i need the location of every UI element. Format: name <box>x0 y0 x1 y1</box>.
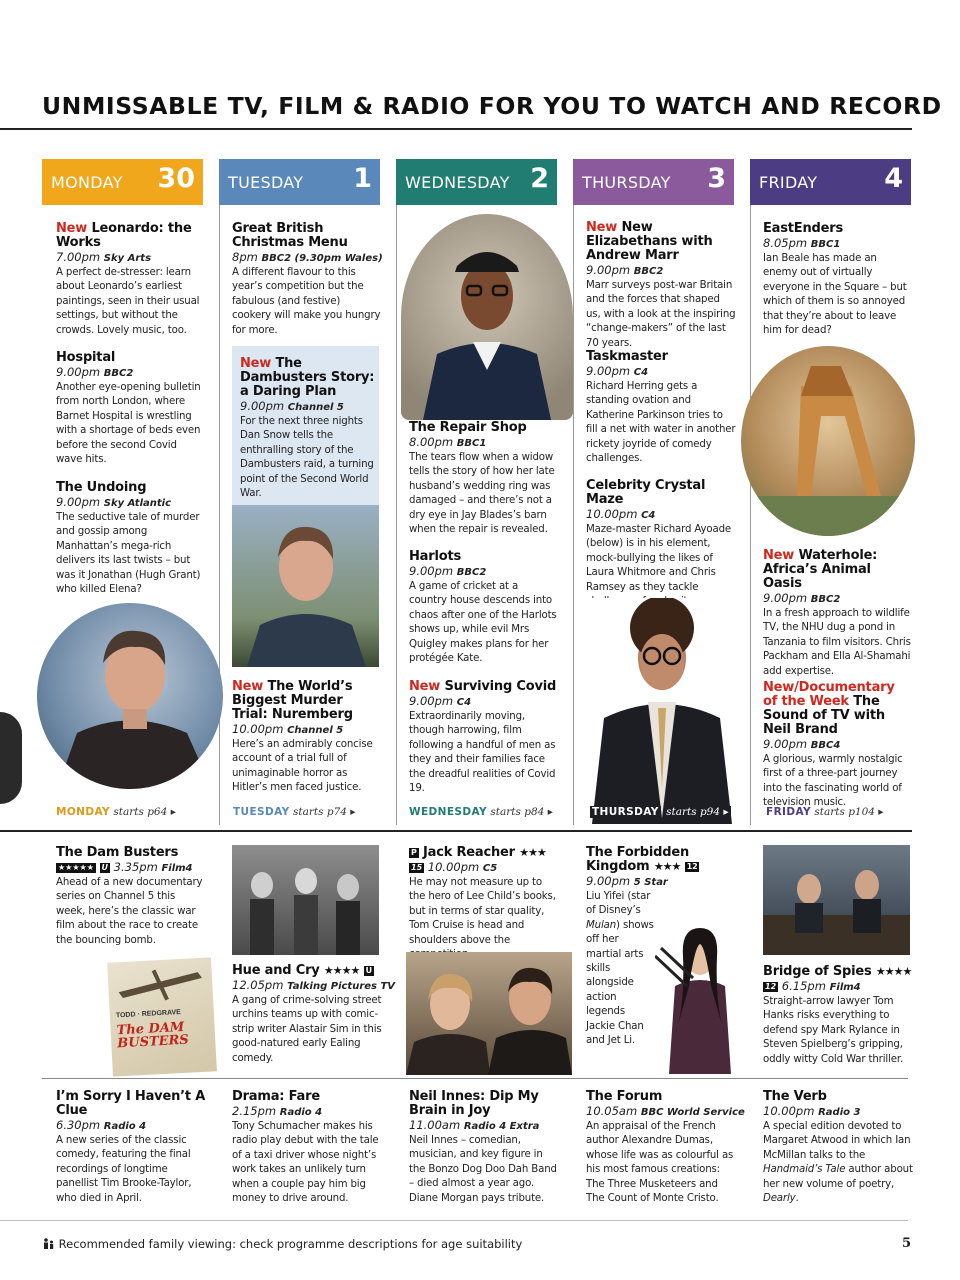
day-header-tuesday <box>219 159 380 205</box>
forbidden-kingdom-photo <box>655 916 745 1074</box>
column-divider <box>750 205 751 825</box>
listing-wednesday-surviving-covid <box>409 680 559 796</box>
listing-desc: For the next three nights Dan Snow tells the enthralling story of the Dambusters raid, a turning point of the Second World War. <box>240 416 374 500</box>
day-number: 3 <box>707 163 726 194</box>
listing-title: The Undoing <box>56 480 147 495</box>
day-header-monday <box>42 159 203 205</box>
listing-time: 10.00pm C4 <box>586 507 656 521</box>
listing-thursday-taskmaster <box>586 350 736 466</box>
radio-neil-innes <box>409 1090 559 1206</box>
tuesday-photo <box>232 505 379 667</box>
radio-time: 11.00am Radio 4 Extra <box>409 1118 540 1132</box>
listing-desc: Marr surveys post-war Britain and the forces that shaped us, with a look at the inspiring “change-makers” of the last 70 years. <box>586 280 736 349</box>
bridge-of-spies-photo <box>763 845 910 955</box>
radio-title: Drama: Fare <box>232 1089 320 1104</box>
friday-photo <box>741 346 915 536</box>
film-time: 9.00pm 5 Star <box>586 874 668 888</box>
listing-time: 8pm BBC2 (9.30pm Wales) <box>232 250 383 264</box>
film-desc: Ahead of a new documentary series on Channel 5 this week, here’s the classic war film about the race to create the bouncing bomb. <box>56 877 203 946</box>
film-title: P Jack Reacher ★★★ <box>411 845 546 860</box>
monday-starts-link[interactable]: MONDAY starts p64 ▸ <box>56 806 176 818</box>
listing-title: New New Elizabethans with Andrew Marr <box>586 220 713 263</box>
family-icon <box>43 1238 55 1249</box>
listing-wednesday-harlots <box>409 550 559 666</box>
listing-title: New Surviving Covid <box>409 679 557 694</box>
listing-title: New The Dambusters Story: a Daring Plan <box>240 356 375 399</box>
listing-tuesday-christmas-menu <box>232 222 382 338</box>
listing-wednesday-repair-shop <box>409 421 559 537</box>
listing-desc: A glorious, warmly nostalgic first of a three-part journey into the fascinating world of television music. <box>763 754 903 809</box>
listing-tuesday-nuremberg <box>232 680 382 796</box>
tuesday-starts-link[interactable]: TUESDAY starts p74 ▸ <box>233 806 356 818</box>
wednesday-starts-link[interactable]: WEDNESDAY starts p84 ▸ <box>409 806 553 818</box>
column-divider <box>573 205 574 825</box>
day-header-wednesday <box>396 159 557 205</box>
two-actors-illustration <box>406 952 572 1075</box>
listing-time: 8.00pm BBC1 <box>409 435 487 449</box>
radio-sorry-clue <box>56 1090 206 1206</box>
listing-time: 9.00pm BBC2 <box>409 564 487 578</box>
listing-title: New Waterhole: Africa’s Animal Oasis <box>763 548 878 591</box>
listing-title: Hospital <box>56 350 116 365</box>
film-bridge-of-spies <box>763 965 913 1067</box>
film-title: The Forbidden Kingdom ★★★ 12 <box>586 845 698 874</box>
listing-desc: A different flavour to this year’s competition but the fabulous (and festive) cookery will make you hungry for more. <box>232 267 381 336</box>
film-time: ★★★★★ U 3.35pm Film4 <box>58 860 193 874</box>
listing-time: 8.05pm BBC1 <box>763 236 841 250</box>
radio-desc: A new series of the classic comedy, featuring the final recordings of longtime panellist Tim Brooke-Taylor, who died in April. <box>56 1135 192 1204</box>
day-name: FRIDAY <box>759 173 818 192</box>
listing-time: 7.00pm Sky Arts <box>56 250 152 264</box>
day-number: 2 <box>530 163 549 194</box>
listing-desc: A game of cricket at a country house descends into chaos after one of the Harlots shows up, while evil Mrs Quigley makes plans for her protégée Kate. <box>409 581 557 665</box>
listing-desc: Extraordinarily moving, though harrowing, film following a handful of men as they and their families face the dreadful realities of Covid 19. <box>409 711 556 795</box>
listing-title: The Repair Shop <box>409 420 527 435</box>
courtroom-illustration <box>763 845 910 955</box>
radio-the-forum <box>586 1089 745 1206</box>
listing-friday-eastenders <box>763 222 913 338</box>
listing-title: Celebrity Crystal Maze <box>586 478 706 507</box>
cert-badge: 12 <box>686 862 698 871</box>
radio-desc: An appraisal of the French author Alexandre Dumas, whose life was as colourful as his most famous creations: The Three Musketeers and The Count of Monte Cristo. <box>586 1121 734 1205</box>
cert-badge: 12 <box>765 982 777 991</box>
listing-desc: In a fresh approach to wildlife TV, the NHU dug a pond in Tanzania to film visitors. Chris Packham and Ella Al-Shamahi add expertise. <box>763 608 911 677</box>
radio-desc: Neil Innes – comedian, musician, and key figure in the Bonzo Dog Doo Dah Band – died almost a year ago. Diane Morgan pays tribute. <box>409 1135 557 1204</box>
film-jack-reacher <box>409 846 559 962</box>
listing-desc: Richard Herring gets a standing ovation and Katherine Parkinson tries to fill a net with water in another rickety joyride of comedy challenges. <box>586 381 736 465</box>
listing-friday-sound-of-tv <box>763 681 913 811</box>
listing-monday-hospital <box>56 351 206 467</box>
listing-desc: Here’s an admirably concise account of a trial full of unimaginable horror as Hitler’s men faced justice. <box>232 739 373 794</box>
day-name: MONDAY <box>51 173 123 192</box>
listing-monday-undoing <box>56 481 206 597</box>
radio-time: 2.15pm Radio 4 <box>232 1104 323 1118</box>
listing-friday-waterhole <box>763 549 913 679</box>
poster-title: The DAM BUSTERS <box>116 1019 190 1052</box>
listing-thursday-new-elizabethans <box>586 221 736 351</box>
day-number: 4 <box>884 163 903 194</box>
listing-desc: The tears flow when a widow tells the story of how her late husband’s wedding ring was damaged – and there’s not a dry eye in Jay Blades’s barn when the repair is revealed. <box>409 452 555 536</box>
listing-time: 9.00pm BBC4 <box>763 737 841 751</box>
radio-time: 10.00pm Radio 3 <box>763 1104 861 1118</box>
headline-rule <box>0 128 912 130</box>
listing-desc: A perfect de-stresser: learn about Leonardo’s earliest paintings, seen in their usual settings, but without the crowds. Lovely music, too. <box>56 267 200 336</box>
listing-title: EastEnders <box>763 221 844 236</box>
day-name: WEDNESDAY <box>405 173 510 192</box>
star-rating: ★★★ <box>519 846 546 859</box>
presenter-illustration <box>232 505 379 667</box>
listing-desc: Ian Beale has made an enemy out of virtually everyone in the Square – but which of them is so annoyed that they’re about to leave him for dead? <box>763 253 907 337</box>
listing-time: 9.00pm BBC2 <box>56 365 134 379</box>
footer-rule <box>0 1220 908 1221</box>
radio-title: The Forum <box>586 1089 663 1104</box>
listing-desc: Another eye-opening bulletin from north London, where Barnet Hospital is wrestling with a shortage of beds even before the second Covid wave hits. <box>56 382 201 466</box>
radio-section-rule <box>42 1078 908 1079</box>
jack-reacher-photo <box>406 952 572 1075</box>
listing-tuesday-dambusters <box>240 357 376 501</box>
listing-time: 9.00pm C4 <box>409 694 472 708</box>
listing-time: 9.00pm Sky Atlantic <box>56 495 172 509</box>
radio-time: 10.05am BBC World Service <box>586 1104 745 1118</box>
listing-desc: Maze-master Richard Ayoade (below) is in his element, mock-bullying the likes of Laura Whitmore and Chris Ramsey as they tackle <box>586 524 732 593</box>
wednesday-photo <box>401 214 573 420</box>
radio-the-verb <box>763 1090 913 1206</box>
day-name: TUESDAY <box>228 173 304 192</box>
listing-desc: The seductive tale of murder and gossip among Manhattan’s mega-rich delivers its last twists – but was it Jonathan (Hugh Grant) who killed Elena? <box>56 512 201 596</box>
radio-desc: Tony Schumacher makes his radio play debut with the tale of a taxi driver whose night’s work takes an unlikely turn when a couple pay him big money to drive around. <box>232 1121 379 1205</box>
monday-photo <box>37 603 223 789</box>
thursday-starts-link[interactable]: THURSDAY starts p94 ▸ <box>592 806 729 818</box>
pick-badge: P <box>411 848 417 857</box>
film-desc: He may not measure up to the hero of Lee Child’s books, but in terms of star quality, Tom Cruise is head and shoulders above the <box>409 877 556 946</box>
film-desc: A gang of crime-solving street urchins teams up with comic-strip writer Alastair Sim in this good-natured early Ealing comedy. <box>232 995 382 1064</box>
giraffe-illustration <box>741 346 915 536</box>
street-urchins-illustration <box>232 845 379 955</box>
star-rating: ★★★★★ <box>58 863 94 872</box>
film-time: 15 10.00pm C5 <box>411 860 498 874</box>
film-time: 12.05pm Talking Pictures TV <box>232 978 396 992</box>
listing-time: 10.00pm Channel 5 <box>232 722 344 736</box>
listing-title: Great British Christmas Menu <box>232 221 348 250</box>
listing-title: New/Documentary of the Week The Sound of TV with Neil Brand <box>763 680 895 737</box>
film-desc: Straight-arrow lawyer Tom Hanks risks everything to defend spy Mark Rylance in Steven Spielberg’s gripping, oddly witty Cold War thriller. <box>763 996 904 1065</box>
listing-title: New Leonardo: the Works <box>56 221 192 250</box>
edge-decoration <box>0 712 22 804</box>
thursday-photo <box>586 598 738 824</box>
film-dam-busters <box>56 846 206 948</box>
day-name: THURSDAY <box>582 173 671 192</box>
radio-time: 6.30pm Radio 4 <box>56 1118 147 1132</box>
listing-monday-leonardo <box>56 222 206 338</box>
listing-title: Taskmaster <box>586 349 668 364</box>
radio-desc: A special edition devoted to Margaret Atwood in which Ian McMillan talks to the Handmaid’s Tale author about her new volume of poetry, Dearly. <box>763 1121 913 1205</box>
day-number: 30 <box>157 163 195 194</box>
radio-drama-fare <box>232 1090 382 1206</box>
film-desc: Liu Yifei (star of Disney’s Mulan) shows off her martial arts skills alongside action legends Jackie Chan and Jet Li. <box>586 891 654 1047</box>
column-divider <box>219 205 220 825</box>
presenter-in-cap-illustration <box>401 214 573 420</box>
listing-time: 9.00pm Channel 5 <box>240 399 344 413</box>
film-hue-and-cry <box>232 963 396 1066</box>
poster-names: TODD · REDGRAVE <box>115 1009 182 1020</box>
films-section-rule <box>0 830 912 832</box>
dam-busters-poster <box>107 957 217 1076</box>
film-title: Hue and Cry ★★★★ U <box>232 963 372 978</box>
poster-plane-illustration <box>107 957 213 1012</box>
listing-title: New The World’s Biggest Murder Trial: Nuremberg <box>232 679 353 722</box>
presenter-with-glasses-illustration <box>586 598 738 824</box>
day-header-thursday <box>573 159 734 205</box>
radio-title: I’m Sorry I Haven’t A Clue <box>56 1089 206 1118</box>
film-title: The Dam Busters <box>56 845 179 860</box>
footer-note: Recommended family viewing: check programme descriptions for age suitability <box>43 1237 522 1251</box>
man-in-coat-illustration <box>37 603 223 789</box>
listing-title: Harlots <box>409 549 462 564</box>
cert-badge: 15 <box>411 863 423 872</box>
listing-time: 9.00pm BBC2 <box>586 263 664 277</box>
star-rating: ★★★★ <box>323 964 360 977</box>
star-rating: ★★★ <box>653 860 681 873</box>
day-number: 1 <box>353 163 372 194</box>
listing-time: 9.00pm C4 <box>586 364 649 378</box>
star-rating: ★★★★ <box>875 965 912 978</box>
radio-title: The Verb <box>763 1089 827 1104</box>
martial-artist-illustration <box>655 916 745 1074</box>
listing-thursday-crystal-maze <box>586 479 736 609</box>
film-title: Bridge of Spies ★★★★ <box>763 964 912 979</box>
hue-and-cry-photo <box>232 845 379 955</box>
page-number: 5 <box>902 1236 912 1251</box>
column-divider <box>396 205 397 825</box>
day-header-friday <box>750 159 911 205</box>
cert-badge: U <box>101 863 109 872</box>
friday-starts-link[interactable]: FRIDAY starts p104 ▸ <box>766 806 884 818</box>
listing-time: 9.00pm BBC2 <box>763 591 841 605</box>
film-time: 12 6.15pm Film4 <box>765 979 861 993</box>
page-headline: UNMISSABLE TV, FILM & RADIO FOR YOU TO WATCH AND RECORD <box>42 92 942 120</box>
radio-title: Neil Innes: Dip My Brain in Joy <box>409 1089 539 1118</box>
cert-badge: U <box>365 966 372 975</box>
